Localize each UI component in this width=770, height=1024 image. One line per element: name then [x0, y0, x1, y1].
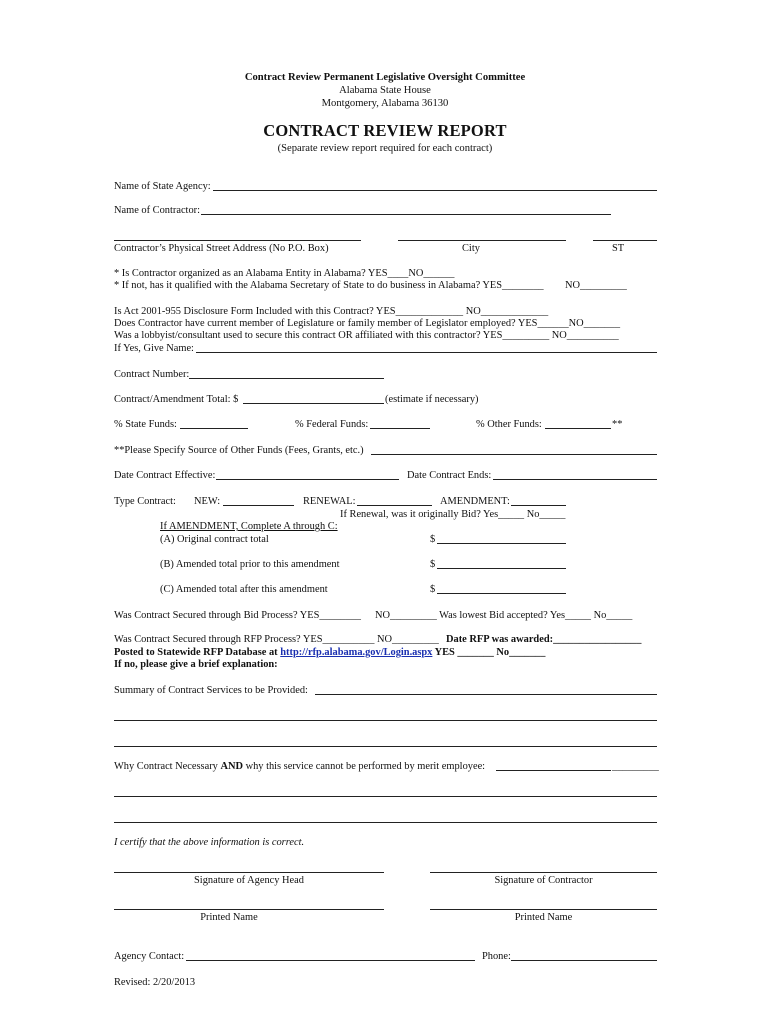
state-funds-field[interactable]: [180, 428, 248, 429]
agency-printed-name-label: Printed Name: [200, 912, 258, 923]
rfp-database-link[interactable]: http://rfp.alabama.gov/Login.aspx: [280, 647, 433, 658]
date-effective-label: Date Contract Effective:: [114, 470, 216, 481]
other-funds-mark: **: [612, 419, 623, 430]
new-field[interactable]: [223, 505, 294, 506]
agency-signature-field[interactable]: [114, 872, 384, 873]
legislature-question[interactable]: Does Contractor have current member of Legislature or family member of Legislator employed? YES______NO_______: [114, 318, 621, 329]
agency-printed-name-field[interactable]: [114, 909, 384, 910]
address-field[interactable]: [114, 240, 361, 241]
contractor-field[interactable]: [201, 214, 611, 215]
page-title: CONTRACT REVIEW REPORT: [263, 121, 507, 140]
summary-field-3[interactable]: [114, 746, 657, 747]
summary-label: Summary of Contract Services to be Provided:: [114, 685, 308, 696]
federal-funds-label: % Federal Funds:: [295, 419, 369, 430]
qualified-question[interactable]: * If not, has it qualified with the Alabama Secretary of State to do business in Alabama? YES________: [114, 280, 544, 291]
federal-funds-field[interactable]: [370, 428, 430, 429]
page-subtitle: (Separate review report required for each contract): [277, 143, 493, 154]
agency-contact-label: Agency Contact:: [114, 951, 185, 962]
agency-label: Name of State Agency:: [114, 181, 211, 192]
revised-date: Revised: 2/20/2013: [114, 977, 196, 988]
amendment-label: AMENDMENT:: [440, 496, 510, 507]
agency-signature-label: Signature of Agency Head: [194, 875, 304, 886]
contractor-signature-label: Signature of Contractor: [494, 875, 593, 886]
amendment-heading: If AMENDMENT, Complete A through C:: [160, 521, 338, 532]
necessary-tail: _________: [612, 761, 659, 772]
necessary-and: AND: [220, 761, 243, 772]
item-c-dollar: $: [430, 584, 436, 595]
contract-number-label: Contract Number:: [114, 369, 190, 380]
give-name-label: If Yes, Give Name:: [114, 343, 194, 354]
date-ends-field[interactable]: [493, 479, 657, 480]
item-c-label: (C) Amended total after this amendment: [160, 584, 328, 595]
total-field[interactable]: [243, 403, 384, 404]
item-b-label: (B) Amended total prior to this amendment: [160, 559, 340, 570]
phone-label: Phone:: [482, 951, 511, 962]
committee-name: Contract Review Permanent Legislative Oversight Committee: [244, 72, 526, 83]
item-a-label: (A) Original contract total: [160, 534, 269, 545]
state-field[interactable]: [593, 240, 657, 241]
contractor-printed-name-label: Printed Name: [514, 912, 573, 923]
other-funds-label: % Other Funds:: [476, 419, 542, 430]
other-funds-source-label: **Please Specify Source of Other Funds (Fees, Grants, etc.): [114, 445, 364, 456]
disclosure-question[interactable]: Is Act 2001-955 Disclosure Form Included with this Contract? YES_____________ NO_____________: [114, 306, 549, 317]
contractor-signature-field[interactable]: [430, 872, 657, 873]
renewal-bid-question[interactable]: If Renewal, was it originally Bid? Yes_____ No_____: [340, 509, 566, 520]
total-label: Contract/Amendment Total: $: [114, 394, 239, 405]
total-note: (estimate if necessary): [385, 394, 479, 405]
date-effective-field[interactable]: [216, 479, 399, 480]
necessary-text-b: why this service cannot be performed by merit employee:: [242, 761, 486, 772]
city-label: City: [462, 243, 480, 254]
city-field[interactable]: [398, 240, 566, 241]
necessary-label: [114, 761, 485, 773]
contractor-label: Name of Contractor:: [114, 205, 200, 216]
item-a-dollar: $: [430, 534, 436, 545]
agency-contact-field[interactable]: [186, 960, 475, 961]
rfp-awarded-date[interactable]: Date RFP was awarded:_________________: [446, 634, 642, 645]
contract-number-field[interactable]: [189, 378, 384, 379]
type-contract-label: Type Contract:: [114, 496, 176, 507]
phone-field[interactable]: [511, 960, 657, 961]
new-label: NEW:: [194, 496, 221, 507]
necessary-field-1[interactable]: [496, 770, 611, 771]
lobbyist-question[interactable]: Was a lobbyist/consultant used to secure this contract OR affiliated with this contractor? YES_________ NO__________: [114, 330, 619, 341]
date-ends-label: Date Contract Ends:: [407, 470, 492, 481]
summary-field-2[interactable]: [114, 720, 657, 721]
give-name-field[interactable]: [196, 352, 657, 353]
rfp-posted-options[interactable]: YES _______ No_______: [432, 647, 546, 658]
organized-question[interactable]: * Is Contractor organized as an Alabama Entity in Alabama? YES____NO______: [114, 268, 455, 279]
other-funds-source-field[interactable]: [371, 454, 657, 455]
item-b-dollar: $: [430, 559, 436, 570]
other-funds-field[interactable]: [545, 428, 611, 429]
rfp-posted-question: [114, 647, 545, 659]
rfp-process-question[interactable]: Was Contract Secured through RFP Process? YES__________ NO_________: [114, 634, 439, 645]
agency-field[interactable]: [213, 190, 657, 191]
amendment-field[interactable]: [511, 505, 566, 506]
item-c-field[interactable]: [437, 593, 566, 594]
rfp-posted-label: Posted to Statewide RFP Database at: [114, 647, 278, 658]
state-label: ST: [612, 243, 625, 254]
contractor-printed-name-field[interactable]: [430, 909, 657, 910]
necessary-text-a: Why Contract Necessary: [114, 761, 221, 772]
lowest-bid-question[interactable]: NO_________ Was lowest Bid accepted? Yes_____ No_____: [375, 610, 633, 621]
necessary-field-3[interactable]: [114, 822, 657, 823]
state-funds-label: % State Funds:: [114, 419, 177, 430]
necessary-field-2[interactable]: [114, 796, 657, 797]
explanation-label: If no, please give a brief explanation:: [114, 659, 278, 670]
qualified-no[interactable]: NO_________: [565, 280, 627, 291]
renewal-field[interactable]: [357, 505, 432, 506]
building-name: Alabama State House: [339, 85, 431, 96]
item-b-field[interactable]: [437, 568, 566, 569]
renewal-label: RENEWAL:: [303, 496, 356, 507]
certify-statement: I certify that the above information is correct.: [114, 837, 305, 848]
item-a-field[interactable]: [437, 543, 566, 544]
summary-field-1[interactable]: [315, 694, 657, 695]
bid-process-question[interactable]: Was Contract Secured through Bid Process? YES________: [114, 610, 361, 621]
city-address: Montgomery, Alabama 36130: [321, 98, 449, 109]
address-label: Contractor’s Physical Street Address (No P.O. Box): [114, 243, 329, 254]
